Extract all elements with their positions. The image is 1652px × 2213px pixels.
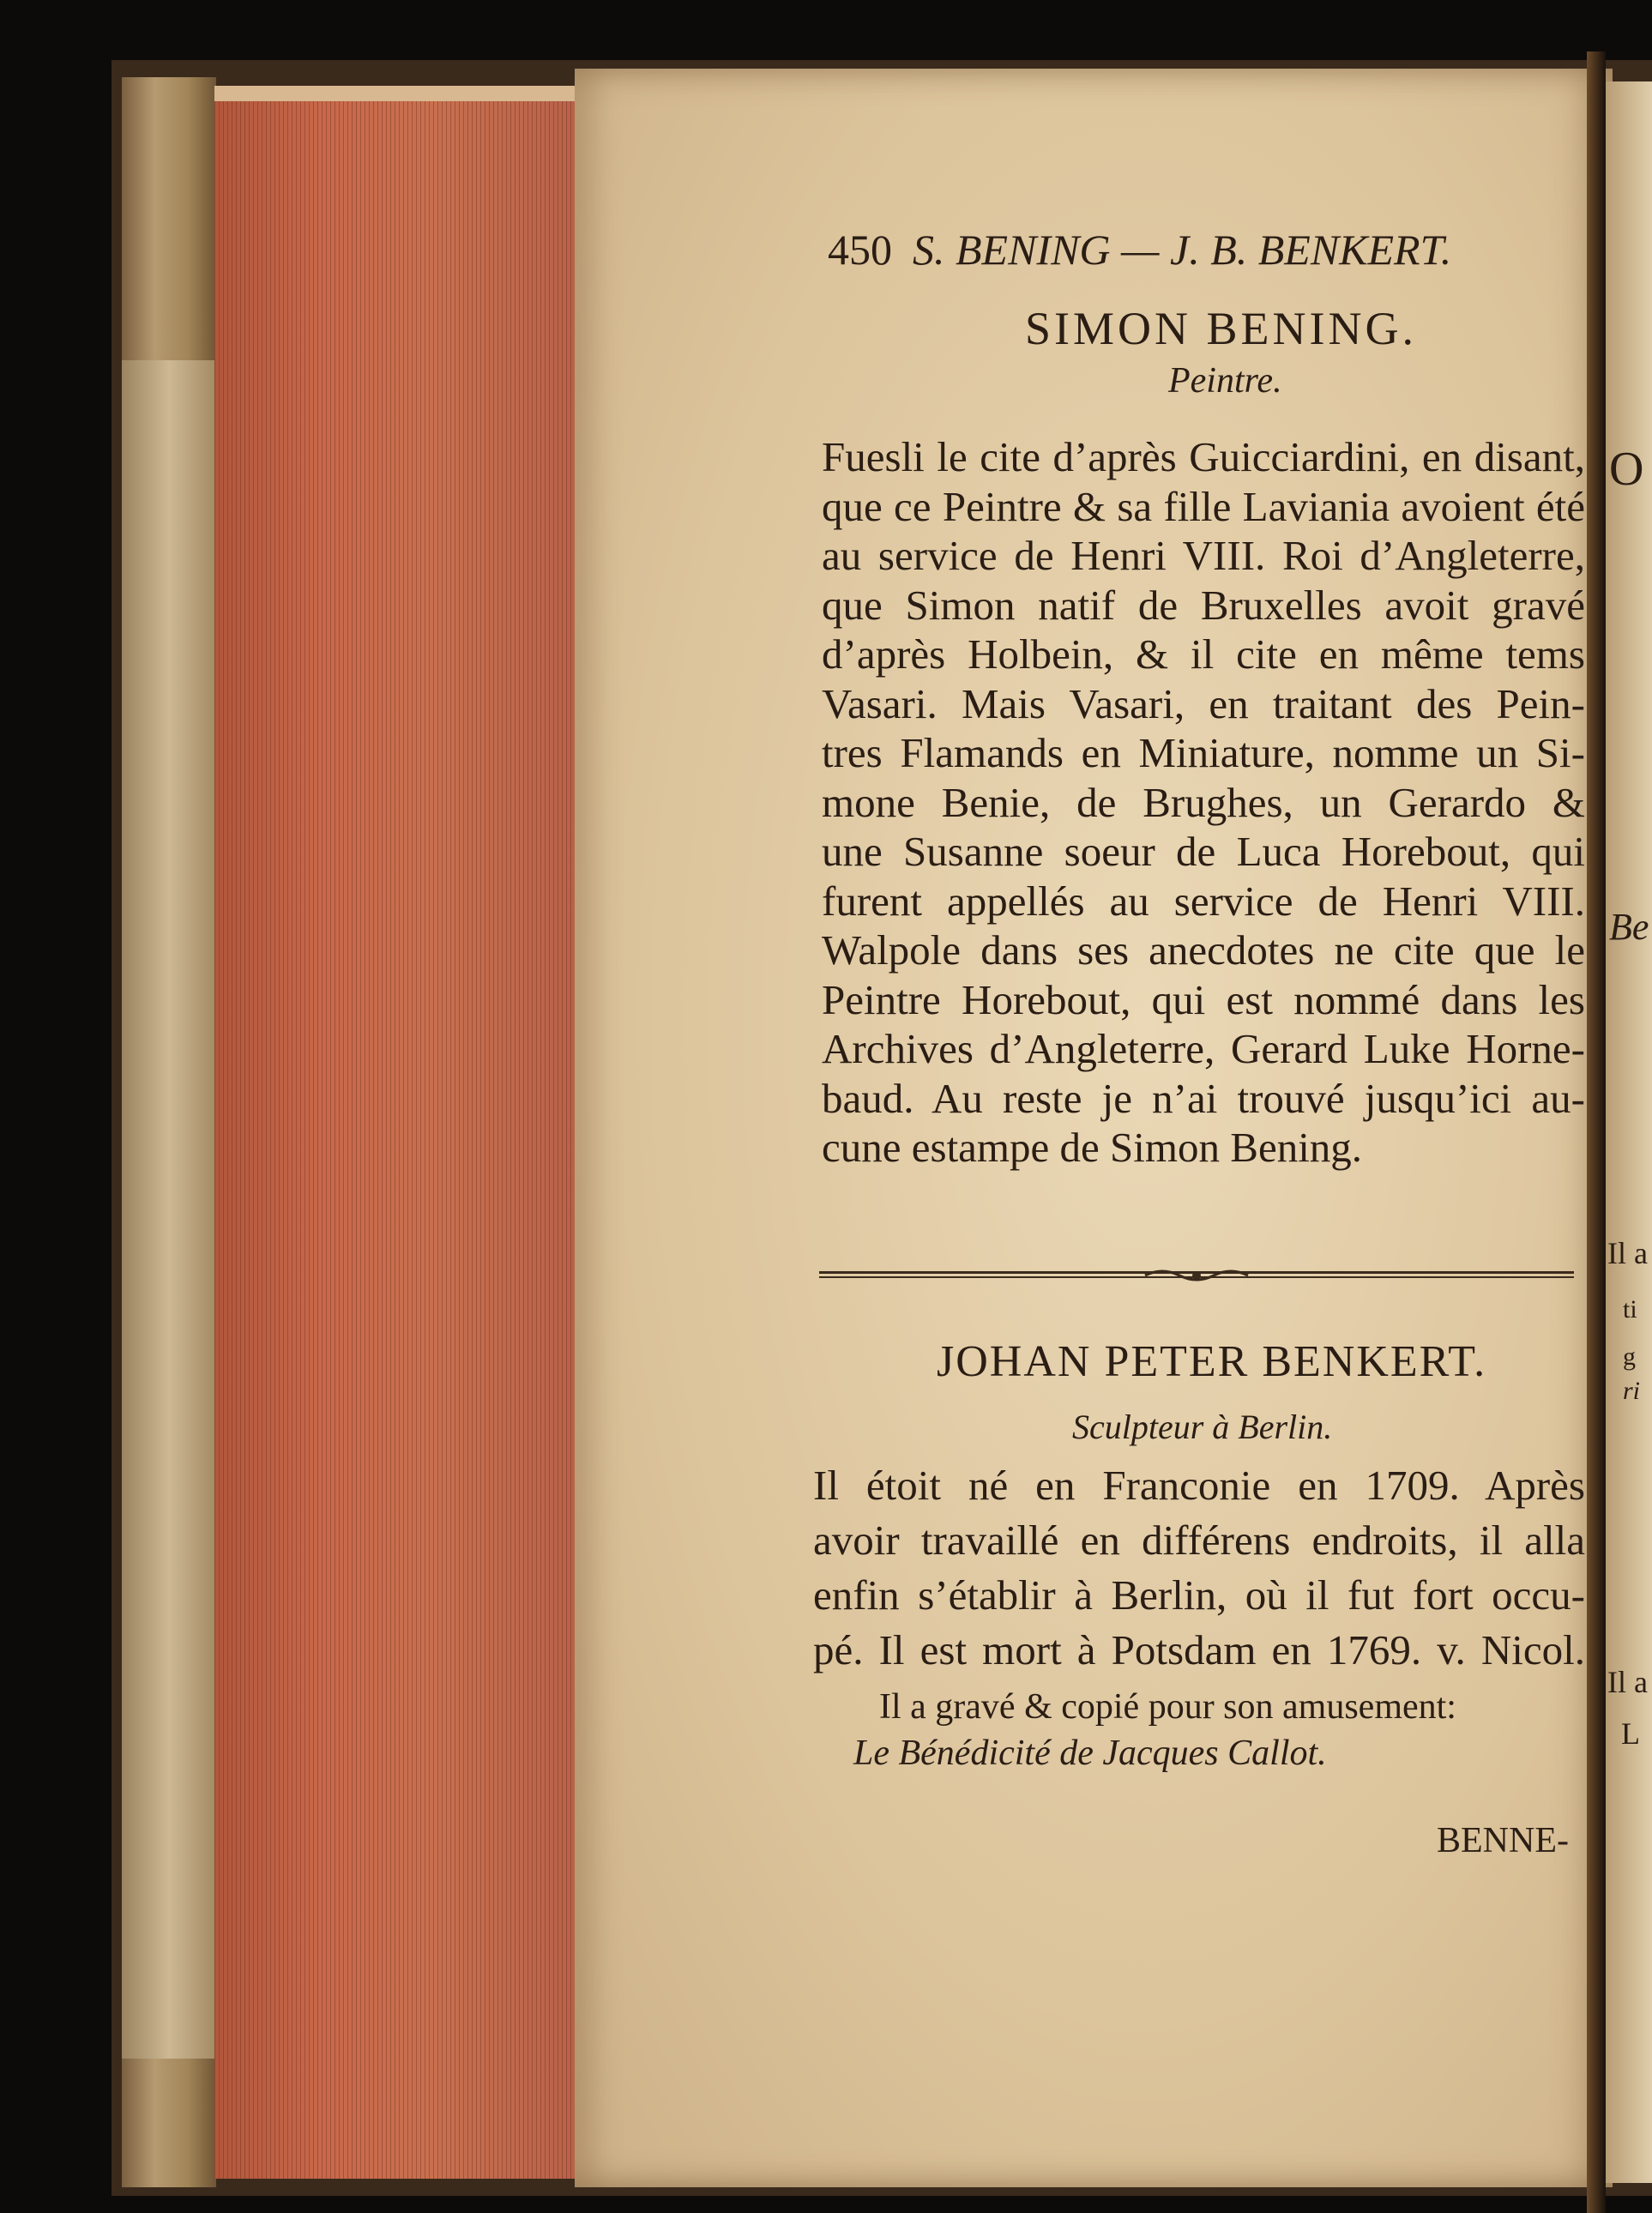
- book-cover-edge: [122, 77, 216, 2187]
- page-block-edge: [214, 86, 575, 2179]
- running-title: S. BENING — J. B. BENKERT.: [913, 226, 1452, 274]
- text-line: Il étoit né en Franconie en 1709. Après: [813, 1462, 1585, 1509]
- text-line: enfin s’établir à Berlin, où il fut fort occu-: [813, 1571, 1585, 1619]
- text-line: Walpole dans ses anecdotes ne cite que le: [822, 926, 1585, 974]
- running-header: [828, 225, 1451, 274]
- facing-page-fragment: ti: [1623, 1295, 1637, 1324]
- facing-page-fragment: Il a: [1607, 1665, 1648, 1699]
- text-line: furent appellés au service de Henri VIII.: [822, 877, 1585, 925]
- text-line: cune estampe de Simon Bening.: [822, 1124, 1363, 1171]
- facing-page-fragment: g: [1623, 1342, 1636, 1371]
- text-line: avoir travaillé en différens endroits, il alla: [813, 1517, 1585, 1564]
- text-line: au service de Henri VIII. Roi d’Angleterre,: [822, 532, 1585, 579]
- body-text-bening: [822, 432, 1585, 1173]
- facing-page-fragment: ri: [1623, 1377, 1641, 1405]
- text-line: baud. Au reste je n’ai trouvé jusqu’ici au-: [822, 1074, 1585, 1122]
- facing-page-fragment: Be: [1609, 906, 1649, 948]
- text-line: que ce Peintre & sa fille Laviania avoient été: [822, 482, 1585, 530]
- text-line: tres Flamands en Miniature, nomme un Si-: [822, 729, 1585, 776]
- page-number: 450: [828, 226, 892, 274]
- section-title-benkert: JOHAN PETER BENKERT.: [937, 1337, 1487, 1386]
- text-line: que Simon natif de Bruxelles avoit gravé: [822, 581, 1585, 629]
- text-line: Peintre Horebout, qui est nommé dans les: [822, 975, 1585, 1023]
- page-block-top: [214, 86, 575, 101]
- text-line: d’après Holbein, & il cite en même tems: [822, 630, 1585, 678]
- text-line: mone Benie, de Brughes, un Gerardo &: [822, 778, 1585, 826]
- ornamental-divider: [819, 1266, 1574, 1285]
- section-subtitle-bening: Peintre.: [1168, 361, 1282, 401]
- text-line: une Susanne soeur de Luca Horebout, qui: [822, 828, 1585, 875]
- body-text-benkert: [813, 1458, 1585, 1678]
- gutter: [1587, 51, 1606, 2213]
- facing-page-fragment: Il a: [1607, 1236, 1648, 1270]
- section-title-bening: SIMON BENING.: [1025, 303, 1417, 354]
- facing-page-fragment: O: [1609, 443, 1644, 496]
- text-line: pé. Il est mort à Potsdam en 1769. v. Nicol.: [813, 1626, 1585, 1673]
- engraved-work-title: Le Bénédicité de Jacques Callot.: [853, 1734, 1327, 1773]
- engraved-works-intro: Il a gravé & copié pour son amusement:: [879, 1687, 1456, 1727]
- text-line: Archives d’Angleterre, Gerard Luke Horne-: [822, 1025, 1585, 1072]
- section-subtitle-benkert: Sculpteur à Berlin.: [1072, 1408, 1333, 1446]
- cover-patch: [122, 360, 216, 2059]
- text-line: Fuesli le cite d’après Guicciardini, en disant,: [822, 433, 1585, 480]
- catchword: BENNE-: [1437, 1821, 1569, 1860]
- facing-page-edge: [1606, 81, 1652, 2183]
- text-line: Vasari. Mais Vasari, en traitant des Pein-: [822, 679, 1585, 727]
- facing-page-fragment: L: [1621, 1716, 1640, 1751]
